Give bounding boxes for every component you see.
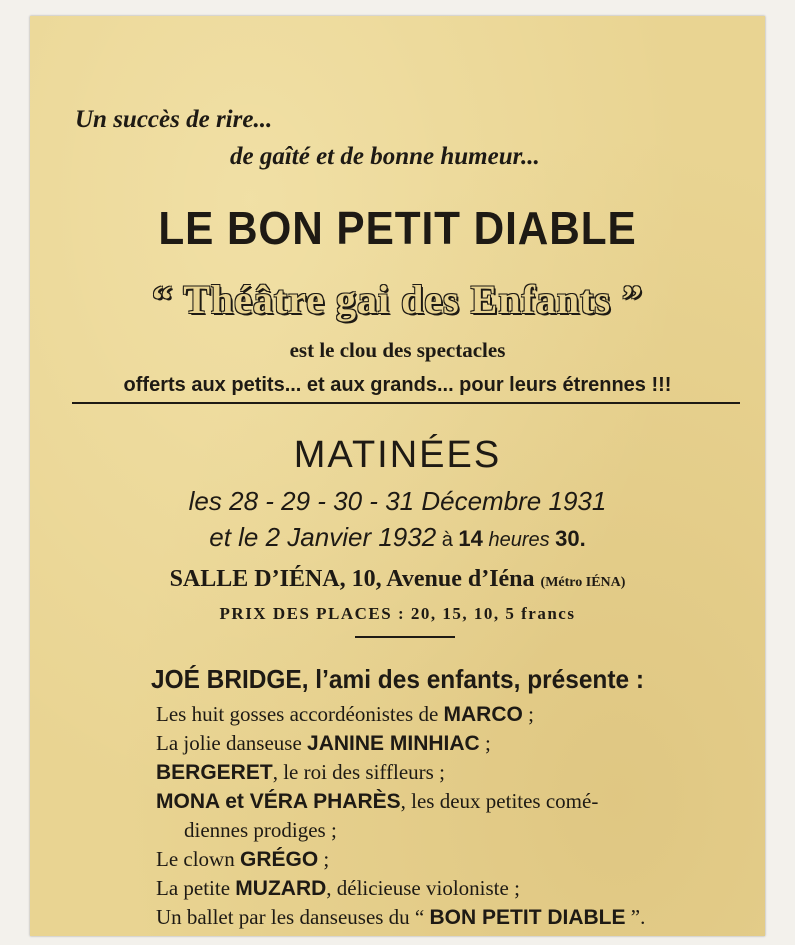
venue-address: 10, Avenue d’Iéna [345, 566, 541, 592]
list-item: Le clown GRÉGO ; [156, 847, 330, 871]
tagline-line-2: de gaîté et de bonne humeur... [230, 143, 540, 170]
venue-line [30, 566, 765, 593]
list-item: La jolie danseuse JANINE MINHIAC ; [156, 731, 491, 755]
list-item: Les huit gosses accordéonistes de MARCO ; [156, 702, 534, 726]
list-item: BERGERET, le roi des siffleurs ; [156, 760, 445, 784]
matinee-dates-1: les 28 - 29 - 30 - 31 Décembre 1931 [188, 486, 607, 516]
lead-line-1: est le clou des spectacles [289, 338, 506, 362]
show-title: LE BON PETIT DIABLE [158, 202, 637, 254]
presenter-line: JOÉ BRIDGE, l’ami des enfants, présente : [150, 664, 645, 694]
venue-metro: (Métro IÉNA) [540, 575, 626, 590]
list-item: Un ballet par les danseuses du “ BON PETIT DIABLE ”. [156, 905, 646, 929]
divider-rule [72, 402, 740, 404]
ticket-prices: PRIX DES PLACES : 20, 15, 10, 5 francs [219, 604, 576, 623]
matinees-heading: MATINÉES [293, 434, 502, 476]
list-item: La petite MUZARD, délicieuse violoniste ; [156, 876, 520, 900]
poster-sheet [30, 16, 765, 936]
list-item: diennes prodiges ; [184, 818, 337, 842]
program-list [156, 700, 645, 932]
venue-name: SALLE D’IÉNA, [169, 566, 346, 592]
short-divider-rule [355, 636, 455, 638]
show-subtitle: “ Théâtre gai des Enfants ” [151, 277, 644, 322]
matinee-dates-2: et le 2 Janvier 1932 à 14 heures 30. [209, 522, 586, 552]
list-item: MONA et VÉRA PHARÈS, les deux petites comé- [156, 789, 599, 813]
lead-line-2: offerts aux petits... et aux grands... pour leurs étrennes !!! [123, 374, 672, 396]
tagline-line-1: Un succès de rire... [75, 106, 273, 133]
